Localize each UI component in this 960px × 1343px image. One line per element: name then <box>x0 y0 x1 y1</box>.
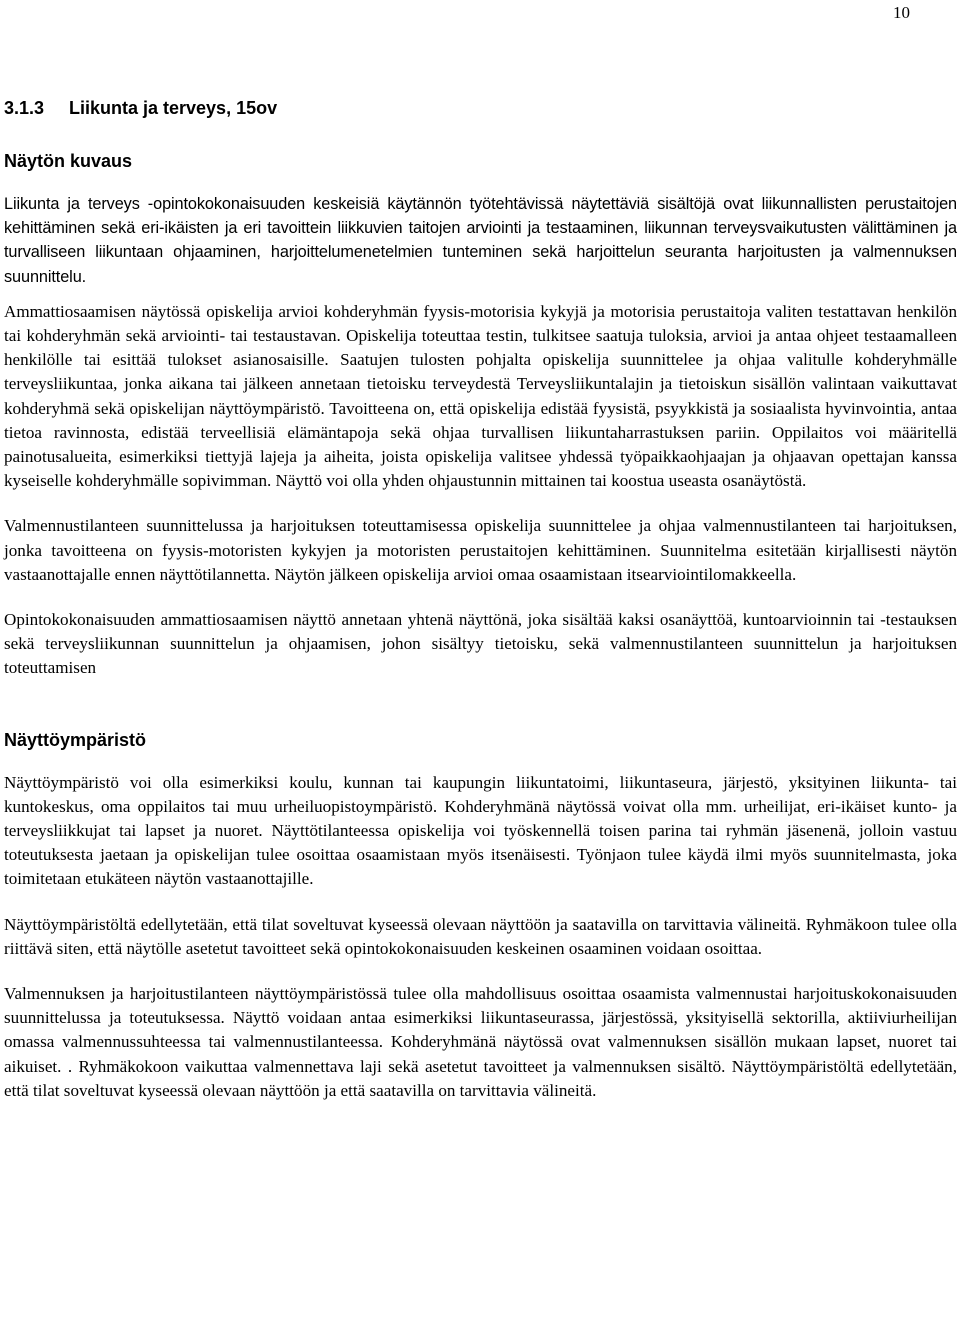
paragraph-3: Valmennustilanteen suunnittelussa ja harjoituksen toteuttamisessa opiskelija suunnittelee ja ohjaa valmennustilanteen tai harjoituksen, jonka tavoitteena on fyysis-motoristen kykyjen ja motoristen perustaitojen kehittäminen. Suunnitelma esitetään kirjallisesti näytön vastaanottajalle ennen näyttötilannetta. Näytön jälkeen opiskelija arvioi omaa osaamistaan itsearviointilomakkeella. <box>4 516 957 584</box>
paragraph-6: Näyttöympäristöltä edellytetään, että tilat soveltuvat kyseessä olevaan näyttöön ja saatavilla on tarvittavia välineitä. Ryhmäkoon tulee olla riittävä siten, että näytölle asetetut tavoitteet sekä opintokokonaisuuden keskeinen osaaminen voidaan osoittaa. <box>4 914 957 958</box>
page-number: 10 <box>893 3 910 22</box>
paragraph-4: Opintokokonaisuuden ammattiosaamisen näyttö annetaan yhtenä näyttönä, joka sisältää kaksi osanäyttöä, kuntoarvioinnin tai -testauksen sekä terveysliikunnan suunnittelun ja ohjaamisen, johon sisältyy tietoisku, sekä valmennustilanteen suunnittelun ja harjoituksen toteuttamisen <box>4 610 957 678</box>
paragraph-5: Näyttöympäristö voi olla esimerkiksi koulu, kunnan tai kaupungin liikuntatoimi, liikuntaseura, järjestö, yksityinen liikunta- tai kuntokeskus, oma oppilaitos tai muu urheiluopistoympäristö. Kohderyhmänä näytössä voivat olla mm. urheilijat, eri-ikäiset kunto- ja terveysliikkujat tai lapset ja nuoret. Näyttötilanteessa opiskelija voi työskennellä toisen parina tai ryhmän jäsenenä, jolloin vastuu toteutuksesta jaetaan ja opiskelijan tulee osoittaa osaamistaan myös itsenäisesti. Työnjaon tulee käydä ilmi myös suunnitelmasta, joka toimitetaan etukäteen näytön vastaanottajille. <box>4 772 957 889</box>
paragraph-7: Valmennuksen ja harjoitustilanteen näyttöympäristössä tulee olla mahdollisuus osoittaa osaamista valmennustai harjoituskokonaisuuden suunnittelussa ja toteutuksessa. Näyttö voidaan antaa esimerkiksi liikuntaseurassa, järjestössä, yksityisellä sektorilla, aktiiviurheilijan omassa valmennussuhteessa tai valmennustilanteessa. Kohderyhmänä näytössä ovat valmennuksen sisällön mukaan lapset, nuoret tai aikuiset. . Ryhmäkokoon vaikuttaa valmennettava laji sekä asetetut tavoitteet ja valmennuksen sisältö. Näyttöympäristöltä edellytetään, että tilat soveltuvat kyseessä olevaan näyttöön ja että saatavilla on tarvittavia välineitä. <box>4 984 957 1100</box>
section-heading <box>4 98 957 119</box>
paragraph-2: Ammattiosaamisen näytössä opiskelija arvioi kohderyhmän fyysis-motorisia kykyjä ja motorisia perustaitoja valiten testattavan henkilön tai kohderyhmän sekä arviointi- tai testaustavan. Opiskelija toteuttaa testin, tulkitsee saatuja tuloksia, arvioi ja antaa ohjeet testaamalleen henkilölle tai esittää tulokset asianosaisille. Saatujen tulosten pohjalta opiskelija suunnittelee ja ohjaa valitulle kohderyhmälle terveysliikuntaa, jonka aikana tai jälkeen annetaan tietoisku terveydestä Terveysliikuntalajin ja tietoiskun sisällön valintaan vaikuttavat kohderyhmä sekä opiskelijan näyttöympäristö. Tavoitteena on, että opiskelija edistää fyysistä, psyykkistä ja sosiaalista hyvinvointia, antaa tietoa ravinnosta, edistää terveellisiä elämäntapoja sekä ohjaa turvallisen liikuntaharrastuksen pariin. Oppilaitos voi määritellä painotusalueita, esimerkiksi tiettyjä lajeja ja aiheita, joista opiskelija valitsee yhdessä työpaikkaohjaajan ja ohjaavan opettajan kanssa kyseiselle kohderyhmälle sopivimman. Näyttö voi olla yhden ohjaustunnin mittainen tai koostua useasta osanäytöstä. <box>4 301 957 491</box>
subheading-environment: Näyttöympäristö <box>4 729 147 750</box>
section-number: 3.1.3 <box>4 98 45 118</box>
paragraph-1: Liikunta ja terveys -opintokokonaisuuden keskeisiä käytännön työtehtävissä näytettäviä sisältöjä ovat liikunnallisten perustaitojen kehittäminen sekä eri-ikäisten ja eri tavoittein liikkuvien taitojen arviointi ja testaaminen, liikunnan terveysvaikutusten välittäminen ja turvalliseen liikuntaan ohjaaminen, harjoittelumenetelmien tunteminen sekä harjoittelun seuranta harjoitusten ja valmennuksen suunnittelu. <box>4 195 957 286</box>
document-body <box>4 98 957 1103</box>
subheading-description: Näytön kuvaus <box>4 151 133 171</box>
section-title: Liikunta ja terveys, 15ov <box>69 98 278 118</box>
